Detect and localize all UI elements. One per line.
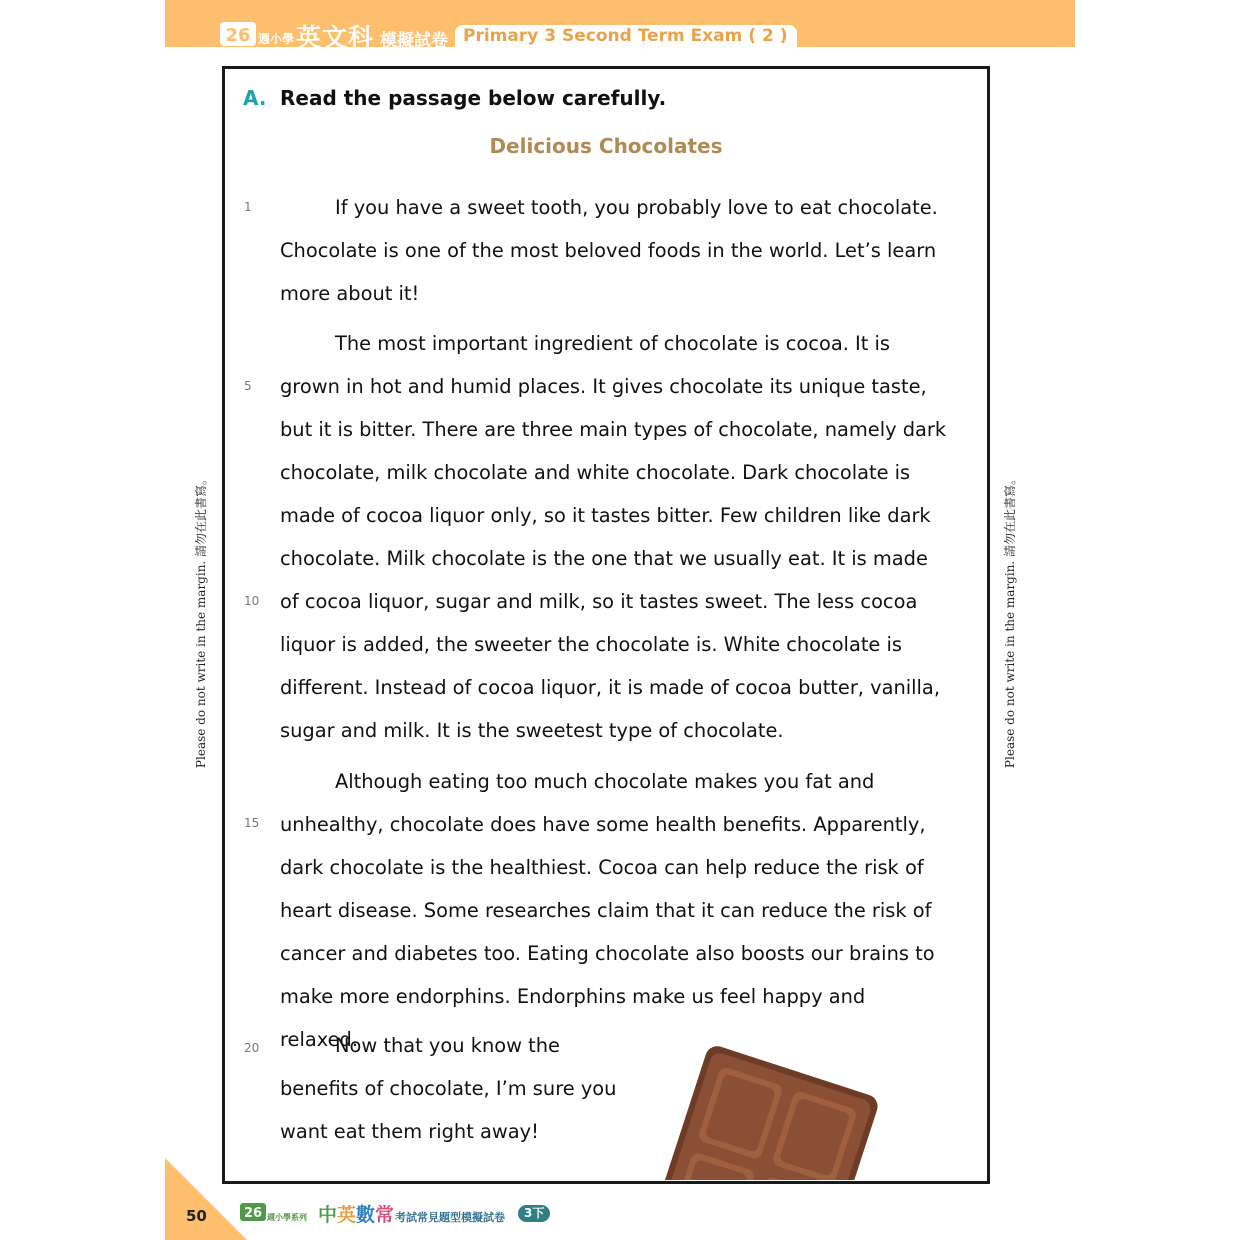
line-number: 1 bbox=[244, 200, 252, 214]
footer-series: 週小學系列 bbox=[267, 1213, 307, 1222]
header-subject: 英文科 bbox=[296, 23, 375, 52]
line-number: 10 bbox=[244, 594, 260, 608]
footer-title-char: 數 bbox=[356, 1204, 376, 1226]
footer-book-title bbox=[318, 1200, 394, 1227]
page-corner-decoration bbox=[165, 1158, 247, 1240]
page-number: 50 bbox=[186, 1207, 207, 1225]
paragraph-3: Although eating too much chocolate makes you fat and unhealthy, chocolate does have some health benefits. Apparently, dark chocolate is the healthiest. Cocoa can help reduce the risk of heart disease. Some researches claim that it can reduce the risk of cancer and diabetes too. Eating chocolate also boosts our brains to make more endorphins. Endorphins make us feel happy and relaxed. bbox=[280, 770, 935, 1051]
footer-subtitle: 考試常見題型模擬試卷 bbox=[395, 1211, 505, 1224]
footer-title-char: 中 bbox=[318, 1204, 338, 1226]
series-logo-text: 26 bbox=[225, 25, 251, 46]
line-number: 5 bbox=[244, 379, 252, 393]
series-logo-icon bbox=[220, 22, 256, 46]
chocolate-bar-icon bbox=[660, 1030, 890, 1180]
footer-logo-text: 26 bbox=[243, 1206, 263, 1221]
paragraph-4: Now that you know the benefits of chocolate, I’m sure you want eat them right away! bbox=[280, 1034, 617, 1143]
footer-logo-icon bbox=[240, 1203, 266, 1221]
line-number: 20 bbox=[244, 1041, 260, 1055]
paragraph-1: If you have a sweet tooth, you probably love to eat chocolate. Chocolate is one of the most beloved foods in the world. Let’s learn more about it! bbox=[280, 196, 938, 305]
margin-note-right: Please do not write in the margin. 請勿在此書寫。 bbox=[1002, 472, 1017, 768]
passage-title: Delicious Chocolates bbox=[489, 134, 723, 158]
exam-title: Primary 3 Second Term Exam ( 2 ) bbox=[455, 25, 797, 47]
section-letter: A. bbox=[243, 86, 267, 110]
header-series: 週小學 bbox=[258, 32, 295, 46]
footer-title-char: 常 bbox=[375, 1204, 395, 1226]
line-number: 15 bbox=[244, 816, 260, 830]
section-instruction: Read the passage below carefully. bbox=[280, 86, 667, 110]
footer-title-char: 英 bbox=[337, 1204, 357, 1226]
margin-note-left: Please do not write in the margin. 請勿在此書寫。 bbox=[193, 472, 208, 768]
footer-grade-badge: 3下 bbox=[518, 1205, 550, 1222]
header-paper-type: 模擬試卷 bbox=[380, 31, 448, 51]
paragraph-2: The most important ingredient of chocolate is cocoa. It is grown in hot and humid places. It gives chocolate its unique taste, but it is bitter. There are three main types of chocolate, namely dark chocolate, milk chocolate and white chocolate. Dark chocolate is made of cocoa liquor only, so it tastes bitter. Few children like dark chocolate. Milk chocolate is the one that we usually eat. It is made of cocoa liquor, sugar and milk, so it tastes sweet. The less cocoa liquor is added, the sweeter the chocolate is. White chocolate is different. Instead of cocoa liquor, it is made of cocoa butter, vanilla, sugar and milk. It is the sweetest type of chocolate. bbox=[280, 332, 947, 742]
